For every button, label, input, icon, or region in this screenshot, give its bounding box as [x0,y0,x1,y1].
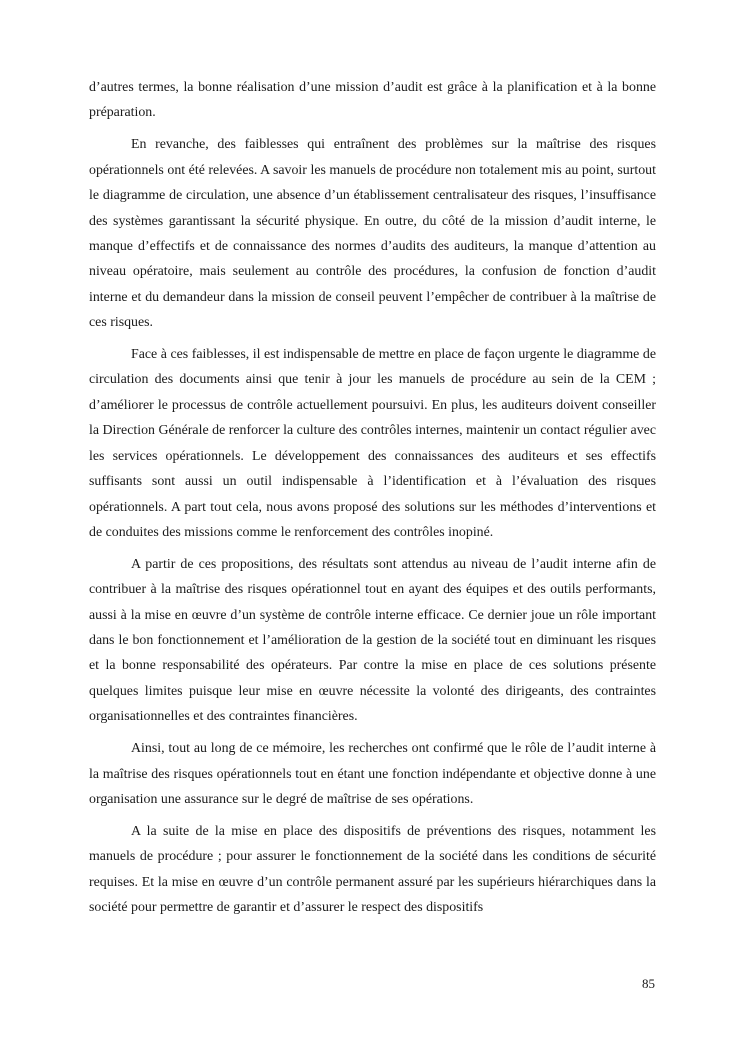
paragraph-3: Face à ces faiblesses, il est indispensable de mettre en place de façon urgente le diagramme de circulation des documents ainsi que tenir à jour les manuels de procédure au sein de la CEM ; d’améliorer le processus de contrôle actuellement poursuivi. En plus, les auditeurs doivent conseiller la Direction Générale de renforcer la culture des contrôles internes, maintenir un contact régulier avec les services opérationnels. Le développement des connaissances des auditeurs et ses effectifs suffisants sont aussi un outil indispensable à l’identification et à l’évaluation des risques opérationnels. A part tout cela, nous avons proposé des solutions sur les méthodes d’interventions et de conduites des missions comme le renforcement des contrôles inopiné. [89,347,656,540]
paragraph-2: En revanche, des faiblesses qui entraînent des problèmes sur la maîtrise des risques opérationnels ont été relevées. A savoir les manuels de procédure non totalement mis au point, surtout le diagramme de circulation, une absence d’un établissement centralisateur des risques, l’insuffisance des systèmes garantissant la sécurité physique. En outre, du côté de la mission d’audit interne, le manque d’effectifs et de connaissance des normes d’audits des auditeurs, la manque d’attention au niveau opératoire, mais seulement au contrôle des procédures, la confusion de fonction d’audit interne et du demandeur dans la mission de conseil peuvent l’empêcher de contribuer à la maîtrise de ces risques. [89,137,656,331]
paragraph-6: A la suite de la mise en place des dispositifs de préventions des risques, notamment les manuels de procédure ; pour assurer le fonctionnement de la société dans les conditions de sécurité requises. Et la mise en œuvre d’un contrôle permanent assuré par les supérieurs hiérarchiques dans la société pour permettre de garantir et d’assurer le respect des dispositifs [89,823,656,916]
page-body [89,75,656,927]
paragraph-1: d’autres termes, la bonne réalisation d’une mission d’audit est grâce à la planification et à la bonne préparation. [89,80,656,121]
paragraph-4: A partir de ces propositions, des résultats sont attendus au niveau de l’audit interne afin de contribuer à la maîtrise des risques opérationnel tout en ayant des équipes et des outils performants, aussi à la mise en œuvre d’un système de contrôle interne efficace. Ce dernier joue un rôle important dans le bon fonctionnement et l’amélioration de la gestion de la société tout en diminuant les risques et la bonne responsabilité des opérateurs. Par contre la mise en place de ces solutions présente quelques limites puisque leur mise en œuvre nécessite la volonté des dirigeants, des contraintes organisationnelles et des contraintes financières. [89,556,656,725]
page-number: 85 [642,976,655,991]
paragraph-5: Ainsi, tout au long de ce mémoire, les recherches ont confirmé que le rôle de l’audit interne à la maîtrise des risques opérationnels tout en étant une fonction indépendante et objective donne à une organisation une assurance sur le degré de maîtrise de ses opérations. [89,741,656,807]
